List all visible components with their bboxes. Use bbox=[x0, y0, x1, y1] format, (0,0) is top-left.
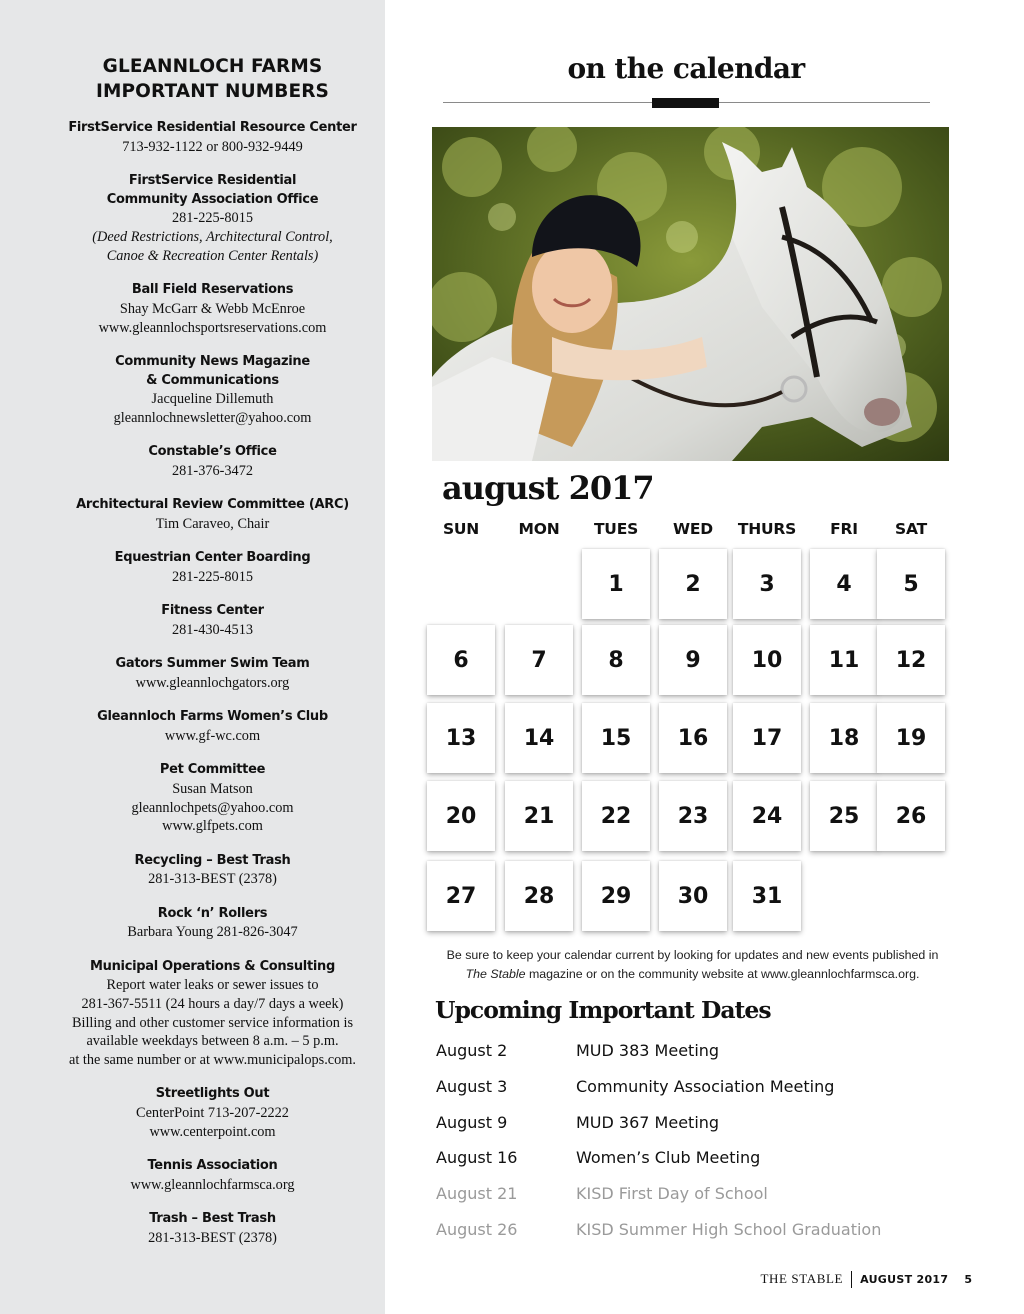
contact-detail: Barbara Young 281-826-3047 bbox=[127, 924, 298, 941]
event-name: MUD 383 Meeting bbox=[576, 1041, 720, 1060]
contact-heading: Streetlights Out bbox=[155, 1086, 270, 1102]
event-date: August 16 bbox=[436, 1148, 518, 1168]
contact-detail: CenterPoint 713-207-2222 bbox=[136, 1105, 289, 1122]
contact-list bbox=[0, 119, 425, 1263]
calendar-day: 14 bbox=[505, 703, 573, 773]
calendar-day: 8 bbox=[582, 625, 650, 695]
contact-heading: Tennis Association bbox=[147, 1158, 278, 1174]
contact-detail: 281-367-5511 (24 hours a day/7 days a week) bbox=[81, 996, 344, 1013]
event-date: August 3 bbox=[436, 1076, 508, 1096]
calendar-day: 31 bbox=[733, 861, 801, 931]
contact-entry bbox=[0, 1085, 425, 1141]
calendar-day: 28 bbox=[505, 861, 573, 931]
calendar-day: 26 bbox=[877, 781, 945, 851]
contact-heading: Equestrian Center Boarding bbox=[114, 550, 311, 566]
contact-heading: Gators Summer Swim Team bbox=[115, 656, 310, 672]
contact-detail: 281-430-4513 bbox=[171, 621, 253, 638]
calendar-day: 20 bbox=[427, 781, 495, 851]
calendar-day: 16 bbox=[659, 703, 727, 773]
calendar-day: 13 bbox=[427, 703, 495, 773]
event-name: Community Association Meeting bbox=[576, 1076, 835, 1096]
contact-detail: 281-376-3472 bbox=[171, 462, 253, 479]
calendar-day: 30 bbox=[659, 861, 727, 931]
contact-entry bbox=[0, 1157, 425, 1194]
footer-separator bbox=[851, 1271, 852, 1288]
calendar-day: 29 bbox=[582, 861, 650, 931]
contact-detail: 281-313-BEST (2378) bbox=[148, 1229, 277, 1246]
event-row bbox=[436, 1041, 956, 1065]
girl-with-horse-photo bbox=[432, 127, 949, 461]
contact-heading: Ball Field Reservations bbox=[131, 282, 294, 298]
weekday-label: SAT bbox=[895, 520, 927, 538]
event-date: August 26 bbox=[436, 1220, 518, 1239]
contact-detail: www.gleannlochsportsreservations.com bbox=[98, 319, 327, 336]
sidebar-title bbox=[0, 54, 425, 104]
contact-entry bbox=[0, 353, 425, 428]
weekday-label: TUES bbox=[593, 520, 639, 538]
calendar-day: 18 bbox=[810, 703, 878, 773]
calendar-day: 23 bbox=[659, 781, 727, 851]
contact-heading: Pet Committee bbox=[159, 762, 266, 778]
calendar-day: 7 bbox=[505, 625, 573, 695]
contact-entry bbox=[0, 958, 425, 1070]
calendar-day: 15 bbox=[582, 703, 650, 773]
title-divider-accent bbox=[652, 98, 719, 108]
contact-entry bbox=[0, 708, 425, 745]
contact-detail: 713-932-1122 or 800-932-9449 bbox=[122, 138, 303, 155]
contact-detail: Tim Caraveo, Chair bbox=[155, 515, 270, 532]
contact-entry bbox=[0, 443, 425, 480]
contact-entry bbox=[0, 655, 425, 692]
weekday-label: WED bbox=[673, 520, 713, 538]
contact-detail: 281-225-8015 bbox=[171, 568, 253, 585]
contact-heading: Rock ‘n’ Rollers bbox=[157, 905, 268, 921]
contact-detail: Shay McGarr & Webb McEnroe bbox=[119, 300, 306, 317]
contact-heading: & Communications bbox=[146, 372, 279, 388]
event-date: August 2 bbox=[436, 1041, 508, 1060]
contact-entry bbox=[0, 905, 425, 942]
calendar-day: 21 bbox=[505, 781, 573, 851]
contact-detail: www.gleannlochgators.org bbox=[135, 674, 290, 691]
contact-heading: FirstService Residential bbox=[128, 173, 297, 188]
sidebar-title-line-2: IMPORTANT NUMBERS bbox=[96, 81, 329, 102]
calendar-day: 12 bbox=[877, 625, 945, 695]
event-row bbox=[436, 1184, 956, 1208]
event-name: KISD First Day of School bbox=[576, 1184, 768, 1204]
weekday-label: FRI bbox=[830, 520, 858, 538]
event-row bbox=[436, 1077, 956, 1101]
event-date: August 9 bbox=[436, 1112, 508, 1132]
sidebar-title-line-1: GLEANNLOCH FARMS bbox=[102, 56, 323, 77]
contact-heading: Community Association Office bbox=[106, 191, 319, 207]
contact-detail: gleannlochnewsletter@yahoo.com bbox=[113, 409, 312, 426]
contact-entry bbox=[0, 119, 425, 156]
contact-entry bbox=[0, 852, 425, 889]
calendar-day: 4 bbox=[810, 549, 878, 619]
contact-heading: FirstService Residential Resource Center bbox=[68, 120, 357, 135]
footer-issue: AUGUST 2017 bbox=[860, 1272, 949, 1286]
contact-heading: Architectural Review Committee (ARC) bbox=[76, 497, 349, 513]
calendar-day: 19 bbox=[877, 703, 945, 773]
calendar-day: 5 bbox=[877, 549, 945, 619]
calendar-day: 24 bbox=[733, 781, 801, 851]
weekday-label: THURS bbox=[737, 520, 797, 538]
contact-note: (Deed Restrictions, Architectural Control, bbox=[92, 229, 333, 246]
event-row bbox=[436, 1113, 956, 1137]
contact-entry bbox=[0, 761, 425, 836]
publication-name: The Stable bbox=[465, 966, 526, 981]
calendar-day: 27 bbox=[427, 861, 495, 931]
contact-entry bbox=[0, 281, 425, 337]
calendar-note-line-2-rest: magazine or on the community website at www.gleannlochfarmsca.org. bbox=[525, 966, 920, 981]
contact-detail: www.gleannlochfarmsca.org bbox=[130, 1176, 295, 1193]
contact-detail: Billing and other customer service information is bbox=[71, 1014, 354, 1031]
event-row bbox=[436, 1220, 956, 1244]
contact-note: Canoe & Recreation Center Rentals) bbox=[106, 247, 319, 264]
calendar-note-line-1: Be sure to keep your calendar current by looking for updates and new events published in bbox=[446, 948, 939, 962]
event-name: KISD Summer High School Graduation bbox=[576, 1220, 882, 1239]
calendar-month-title: august 2017 bbox=[442, 469, 654, 507]
contact-detail: available weekdays between 8 a.m. – 5 p.m. bbox=[86, 1033, 339, 1050]
calendar-day: 11 bbox=[810, 625, 878, 695]
page-number: 5 bbox=[964, 1272, 972, 1286]
contact-detail: Jacqueline Dillemuth bbox=[151, 391, 274, 408]
contact-detail: 281-313-BEST (2378) bbox=[148, 871, 277, 888]
calendar-day: 25 bbox=[810, 781, 878, 851]
contact-entry bbox=[0, 549, 425, 586]
contact-heading: Community News Magazine bbox=[115, 353, 310, 369]
contact-heading: Municipal Operations & Consulting bbox=[90, 958, 335, 974]
calendar-day: 1 bbox=[582, 549, 650, 619]
footer-publication: THE STABLE bbox=[760, 1271, 844, 1286]
calendar-day: 3 bbox=[733, 549, 801, 619]
weekday-label: SUN bbox=[442, 520, 480, 538]
contact-detail: 281-225-8015 bbox=[171, 210, 253, 227]
calendar-day: 17 bbox=[733, 703, 801, 773]
contact-heading: Trash – Best Trash bbox=[149, 1211, 276, 1227]
contact-entry bbox=[0, 496, 425, 533]
calendar-note bbox=[430, 946, 955, 983]
contact-detail: Susan Matson bbox=[172, 780, 253, 797]
event-row bbox=[436, 1148, 956, 1172]
section-title: on the calendar bbox=[567, 52, 805, 85]
contact-entry bbox=[0, 602, 425, 639]
contact-detail: www.gf-wc.com bbox=[164, 727, 261, 744]
contact-detail: gleannlochpets@yahoo.com bbox=[131, 799, 294, 816]
important-numbers-sidebar bbox=[0, 0, 385, 1314]
contact-heading: Constable’s Office bbox=[148, 444, 277, 460]
calendar-day: 22 bbox=[582, 781, 650, 851]
calendar-note-line-2 bbox=[430, 965, 955, 984]
contact-heading: Fitness Center bbox=[161, 603, 264, 619]
calendar-day: 9 bbox=[659, 625, 727, 695]
event-date: August 21 bbox=[436, 1184, 518, 1204]
upcoming-dates-title: Upcoming Important Dates bbox=[435, 996, 771, 1024]
calendar-day: 6 bbox=[427, 625, 495, 695]
contact-entry bbox=[0, 1210, 425, 1247]
contact-heading: Gleannloch Farms Women’s Club bbox=[97, 709, 328, 725]
event-name: MUD 367 Meeting bbox=[576, 1112, 720, 1132]
contact-detail: at the same number or at www.municipalops.com. bbox=[69, 1052, 356, 1069]
contact-heading: Recycling – Best Trash bbox=[134, 852, 291, 868]
contact-entry bbox=[0, 172, 425, 266]
page-footer bbox=[761, 1270, 973, 1288]
calendar-day: 10 bbox=[733, 625, 801, 695]
contact-detail: Report water leaks or sewer issues to bbox=[106, 977, 319, 994]
weekday-label: MON bbox=[518, 520, 560, 538]
contact-detail: www.centerpoint.com bbox=[149, 1123, 276, 1140]
calendar-day: 2 bbox=[659, 549, 727, 619]
event-name: Women’s Club Meeting bbox=[576, 1148, 761, 1168]
contact-detail: www.glfpets.com bbox=[162, 818, 263, 835]
